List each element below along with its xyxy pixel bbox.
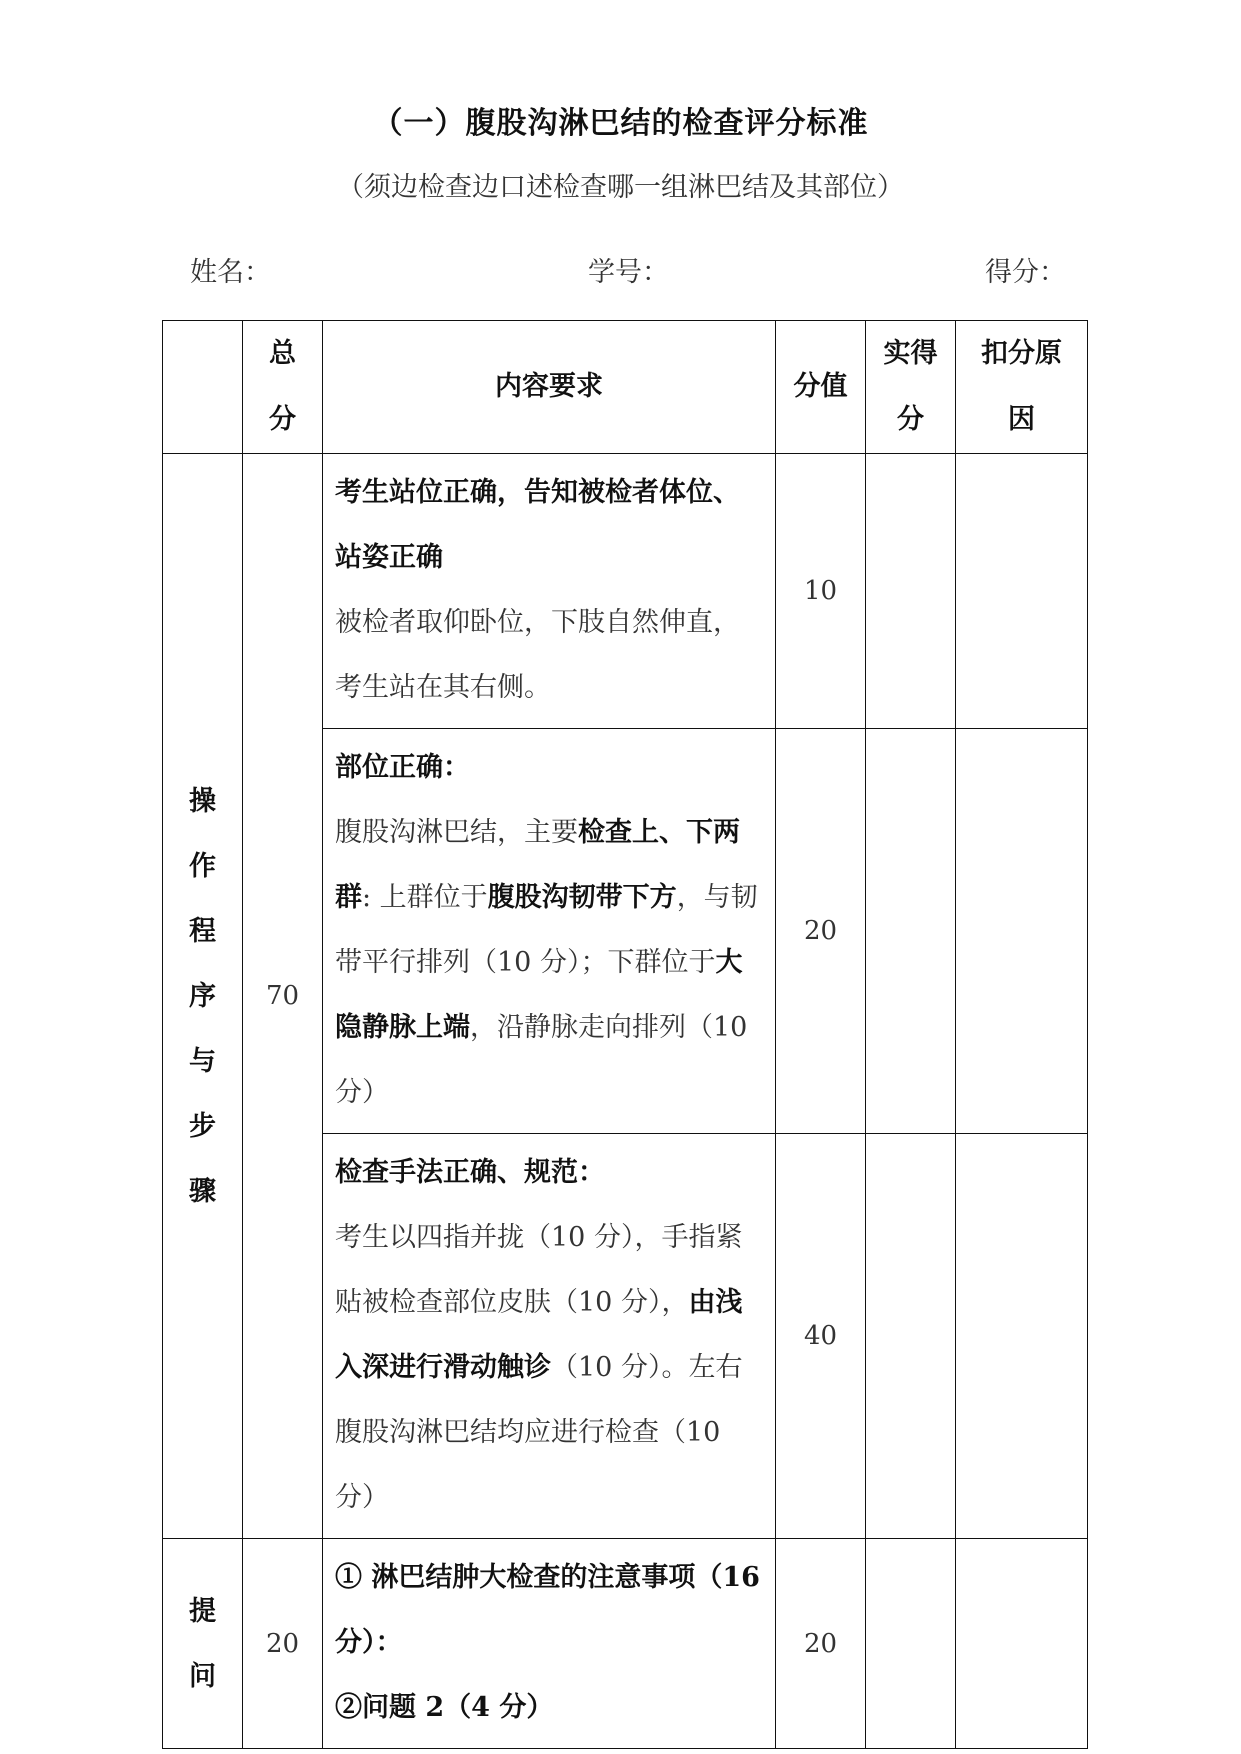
content-emphasis: 由浅入深进行滑动触诊 (335, 1287, 743, 1383)
section-label-char: 操 (189, 785, 216, 817)
header-reason-line1: 扣分原 (981, 338, 1062, 369)
question-2: ②问题 2（4 分） (335, 1692, 554, 1723)
section-total: 20 (243, 1539, 323, 1749)
value-cell: 20 (776, 1539, 866, 1749)
section-label-char: 程 (189, 915, 216, 947)
content-cell (323, 1134, 776, 1539)
section-label-char: 与 (189, 1045, 216, 1077)
scoring-table (162, 320, 1088, 1749)
content-cell (323, 729, 776, 1134)
content-bold-title: 部位正确： (335, 752, 470, 783)
header-row (163, 321, 1088, 454)
value-cell: 10 (776, 454, 866, 729)
section-label-char: 骤 (189, 1175, 216, 1207)
header-value: 分值 (776, 321, 866, 454)
section-label-char: 问 (189, 1660, 216, 1692)
value-cell: 20 (776, 729, 866, 1134)
header-reason-line2: 因 (1008, 404, 1035, 435)
header-content: 内容要求 (323, 321, 776, 454)
content-bold-title: 检查手法正确、规范： (335, 1157, 605, 1188)
header-empty (163, 321, 243, 454)
value-cell: 40 (776, 1134, 866, 1539)
header-total-line2: 分 (269, 404, 296, 435)
section-label-operation (163, 454, 243, 1539)
content-cell (323, 1539, 776, 1749)
header-actual (866, 321, 956, 454)
actual-score-cell[interactable] (866, 454, 956, 729)
content-detail: 被检者取仰卧位，下肢自然伸直，考生站在其右侧。 (335, 607, 740, 703)
content-emphasis: 腹股沟韧带下方 (487, 882, 677, 913)
content-emphasis: 大隐静脉上端 (335, 947, 743, 1043)
section-label-char: 作 (189, 850, 216, 882)
score-label: 得分： (985, 257, 1066, 288)
page-title: （一）腹股沟淋巴结的检查评分标准 (372, 106, 869, 141)
content-text: ，与韧带平行排列（10 分）；下群位于 (335, 882, 758, 978)
actual-score-cell[interactable] (866, 1134, 956, 1539)
header-reason (956, 321, 1088, 454)
question-1: ① 淋巴结肿大检查的注意事项（16 分）： (335, 1562, 760, 1658)
deduction-reason-cell[interactable] (956, 454, 1088, 729)
content-text: 考生以四指并拢（10 分），手指紧贴被检查部位皮肤（10 分）， (335, 1222, 743, 1318)
header-total (243, 321, 323, 454)
table-row (163, 454, 1088, 729)
section-label-char: 序 (189, 980, 216, 1012)
name-label: 姓名： (190, 257, 271, 288)
actual-score-cell[interactable] (866, 1539, 956, 1749)
header-total-line1: 总 (269, 338, 296, 369)
deduction-reason-cell[interactable] (956, 729, 1088, 1134)
student-id-label: 学号： (588, 257, 669, 288)
deduction-reason-cell[interactable] (956, 1539, 1088, 1749)
page-subtitle: （须边检查边口述检查哪一组淋巴结及其部位） (337, 172, 904, 203)
section-label-char: 步 (189, 1110, 216, 1142)
content-text: （10 分）。左右腹股沟淋巴结均应进行检查（10 分） (335, 1352, 743, 1513)
content-text: 腹股沟淋巴结，主要 (335, 817, 578, 848)
content-cell (323, 454, 776, 729)
header-actual-line1: 实得 (883, 338, 938, 369)
actual-score-cell[interactable] (866, 729, 956, 1134)
section-label-questions (163, 1539, 243, 1749)
table-row (163, 1539, 1088, 1749)
section-label-char: 提 (189, 1595, 216, 1627)
header-actual-line2: 分 (897, 404, 924, 435)
content-text: : 上群位于 (362, 882, 488, 913)
deduction-reason-cell[interactable] (956, 1134, 1088, 1539)
content-emphasis: 检查上、下两群 (335, 817, 740, 913)
content-bold-title: 考生站位正确，告知被检者体位、站姿正确 (335, 477, 740, 573)
content-text: ，沿静脉走向排列（10 分） (335, 1012, 748, 1108)
section-total: 70 (243, 454, 323, 1539)
